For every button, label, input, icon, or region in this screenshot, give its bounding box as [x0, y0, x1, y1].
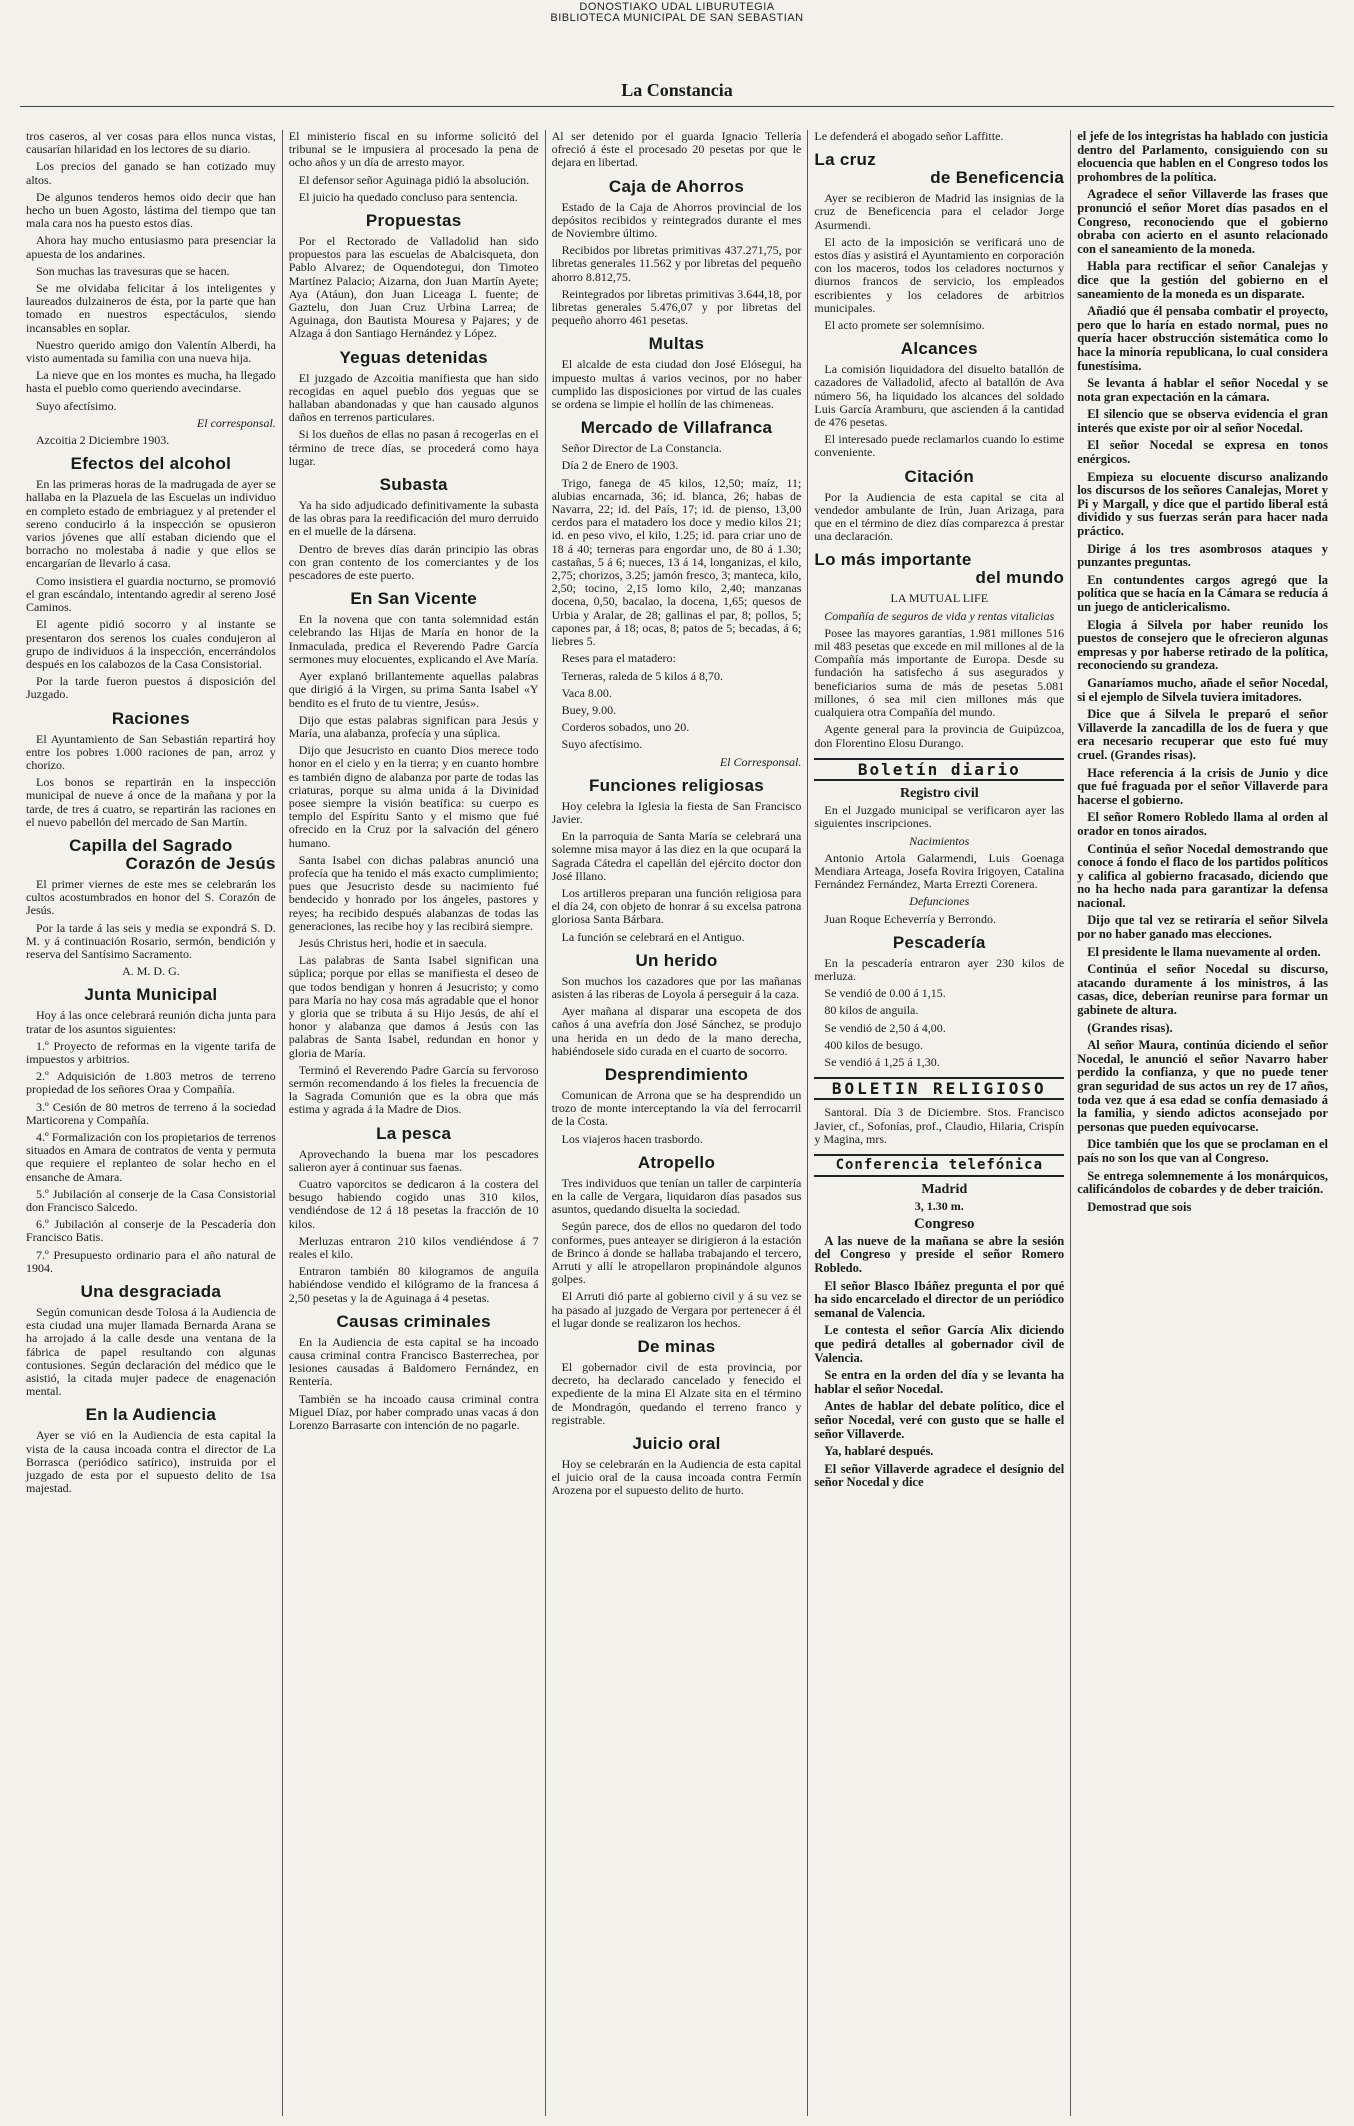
paragraph: Se entra en la orden del día y se levanta ha hablar el señor Nocedal.: [814, 1368, 1065, 1396]
section-heading: Efectos del alcohol: [70, 454, 232, 474]
paragraph: Se entrega solemnemente á los monárquicos, calificándolos de cobardes y de deber traición.: [1077, 1168, 1328, 1197]
paragraph: Según comunican desde Tolosa á la Audiencia de esta ciudad una mujer llamada Bernarda Arana se ha arrojado á la calle desde una ventana de la fábrica de papel resultando con algunas contusiones. Según declaración del médico que le asistió, la citada mujer padece de enagenación mental.: [26, 1305, 276, 1399]
ad-title: LA MUTUAL LIFE: [890, 591, 989, 606]
dateline: Azcoitia 2 Diciembre 1903.: [36, 433, 170, 448]
section-heading: En San Vicente: [350, 589, 478, 609]
paragraph: Los bonos se repartirán en la inspección municipal de nueve á once de la mañana y por la tarde, de tres á cuatro, se repartirán las raciones en el nuevo pabellón del mercado de San Martín.: [26, 775, 276, 829]
paragraph: La comisión liquidadora del disuelto batallón de cazadores de Valladolid, afecto al batallón de Ava número 56, ha liquidado los alcances del soldado Luis García Aramburu, que ascienden á la cantidad de 476 pesetas.: [814, 362, 1065, 430]
paragraph: Santa Isabel con dichas palabras anunció una profecía que ha tenido el más exacto cumplimiento; pues que Jesucristo desde su nacimiento fué bendecido y honrado por los ángeles, pastores y reyes; ha recibido después alabanzas de todas las generaciones, las recibe hoy y las recibirá siempre.: [288, 852, 539, 933]
paragraph: Nuestro querido amigo don Valentín Alberdi, ha visto aumentada su familia con una nueva hija.: [26, 337, 276, 366]
paragraph: el jefe de los integristas ha hablado con justicia dentro del Parlamento, consiguiendo con su elocuencia que hablen en el Congreso todos los prohombres de la política.: [1077, 130, 1328, 184]
paragraph: Por el Rectorado de Valladolid han sido propuestos para las escuelas de Abalcisqueta, don Pablo Alvarez; de Oquendotegui, don Timoteo Martínez Palacio; Aizarna, don Juan Martín Ayete; Aya (Atáun), don Juan Liceaga L fuente; de Gaztelu, don Juan Cruz Urbina Larrea; de Aguinaga, don Bautista Mouresa y Pajares; y de Alzaga á don Santiago Hernández y López.: [288, 234, 539, 341]
paragraph: Son muchos los cazadores que por las mañanas asisten á las riberas de Loyola á perseguir á la caza.: [551, 973, 802, 1001]
paragraph: Terminó el Reverendo Padre García su fervoroso sermón recomendando á los fieles la frecuencia de la Sagrada Comunión que es la obra que más estima y agrada á la Madre de Dios.: [288, 1062, 539, 1117]
paragraph: El ministerio fiscal en su informe solicitó del tribunal se le impusiera al procesado la pena de ocho años y un día de arresto mayor.: [288, 130, 539, 170]
paragraph: 80 kilos de anguila.: [824, 1003, 919, 1018]
section-heading: Una desgraciada: [80, 1282, 222, 1302]
paragraph: Las palabras de Santa Isabel significan una súplica; porque por ellas se manifiesta el deseo de que todos bendigan y honren á Jesucristo; y como para María no hay cosa más agradable que el honor y gloria que se tributa á su Hijo Jesús, de ahí el honor y alabanza que damos á Jesús con las palabras de Santa Isabel, redundan en honor y gloria de María.: [288, 953, 539, 1060]
section-heading: Un herido: [635, 950, 718, 970]
section-heading: Causas criminales: [336, 1311, 491, 1331]
paragraph: La función se celebrará en el Antiguo.: [561, 929, 745, 944]
section-heading: De minas: [637, 1337, 716, 1357]
paragraph: Si los dueños de ellas no pasan á recogerlas en el término de trece días, se procederá como haya lugar.: [288, 427, 539, 468]
paragraph: Los viajeros hacen trasbordo.: [561, 1131, 703, 1146]
paragraph: Ahora hay mucho entusiasmo para presenciar la apuesta de los andarines.: [26, 233, 276, 261]
section-heading: En la Audiencia: [85, 1405, 217, 1425]
paragraph: Reses para el matadero:: [561, 651, 676, 666]
boletin-religioso-banner: BOLETIN RELIGIOSO: [814, 1077, 1064, 1100]
paragraph: Ganaríamos mucho, añade el señor Nocedal, si el ejemplo de Silvela tuviera imitadores.: [1077, 675, 1328, 704]
paragraph: El juicio ha quedado concluso para sentencia.: [298, 189, 518, 204]
paragraph: Estado de la Caja de Ahorros provincial de los depósitos recibidos y reintegrados durante el mes de Noviembre último.: [551, 199, 802, 241]
paragraph: Suyo afectísimo.: [36, 398, 117, 413]
section-heading: Capilla del Sagrado: [69, 835, 233, 855]
section-heading: Pescadería: [892, 932, 986, 952]
paragraph: Agradece el señor Villaverde las frases que pronunció el señor Moret días pasados en el Congreso, reconociendo que el gobierno obraba con acierto en el asunto relacionado con el saneamiento de la moneda.: [1077, 187, 1328, 256]
subheading: Nacimientos: [909, 833, 970, 848]
paragraph: 400 kilos de besugo.: [824, 1037, 924, 1052]
paragraph: Tres individuos que tenían un taller de carpintería en la calle de Vergara, liquidaron días pasados sus asuntos, quedando disuelta la sociedad.: [551, 1175, 802, 1217]
section-heading: Corazón de Jesús: [125, 853, 276, 873]
paragraph: 2.º Adquisición de 1.803 metros de terreno propiedad de los señores Oraa y Compañía.: [26, 1069, 276, 1097]
paragraph: Cuatro vaporcitos se dedicaron á la costera del besugo habiendo cogido unas 310 kilos, vendiéndose de 12 á 18 pesetas la fracción de 10 kilos.: [288, 1177, 539, 1231]
section-heading: La cruz: [814, 150, 877, 170]
paragraph: Hace referencia á la crisis de Junio y dice que fué fraguada por el señor Villaverde para hacerse el gobierno.: [1077, 765, 1328, 807]
paragraph: El señor Nocedal se expresa en tonos enérgicos.: [1077, 438, 1328, 467]
subsection-heading: Registro civil: [899, 785, 979, 801]
paragraph: Se vendió de 2,50 á 4,00.: [824, 1020, 946, 1035]
section-heading: Subasta: [379, 475, 448, 495]
paragraph: Hoy celebra la Iglesia la fiesta de San Francisco Javier.: [551, 798, 802, 826]
paragraph: Comunican de Arrona que se ha desprendido un trozo de monte interceptando la vía del ferrocarril de la Costa.: [551, 1087, 802, 1129]
paragraph: De algunos tenderos hemos oido decir que han hecho un buen Agosto, lástima del tiempo que tan mala cara nos ha puesto estos días.: [26, 189, 276, 231]
newspaper-masthead: La Constancia: [621, 80, 733, 100]
paragraph: Se me olvidaba felicitar á los inteligentes y laureados dulzaineros de ésta, por la parte que han tomado en nuestros espectáculos, siendo incansables en soplar.: [26, 281, 276, 335]
subheading: Defunciones: [909, 894, 970, 909]
paragraph: Añadió que él pensaba combatir el proyecto, pero que lo haría en estado normal, pues no quería hacer obstrucción sistemática como lo hace la minoría republicana, lo cual considera funestísima.: [1077, 304, 1328, 373]
paragraph: En la pescadería entraron ayer 230 kilos de merluza.: [814, 955, 1065, 983]
paragraph: Vaca 8.00.: [561, 685, 612, 700]
column-2: [283, 130, 546, 2116]
boletin-diario-banner: Boletín diario: [814, 758, 1064, 781]
paragraph: 3.º Cesión de 80 metros de terreno á la sociedad Marticorena y Compañía.: [26, 1099, 276, 1127]
section-heading: Caja de Ahorros: [608, 176, 745, 196]
stamp-line-2: BIBLIOTECA MUNICIPAL DE SAN SEBASTIAN: [550, 12, 804, 24]
paragraph: Ayer explanó brillantemente aquellas palabras que dirigió á la Virgen, su prima Santa Isabel «Y bendito es el fruto de tu vientre, Jesús».: [288, 669, 539, 710]
section-heading: La pesca: [376, 1123, 452, 1143]
paragraph: Al señor Maura, continúa diciendo el señor Nocedal, le anunció el señor Navarro haber perdido la confianza, y que no puede tener gran seguridad de sus actos un rey de 17 años, toda vez que á esa edad se confía demasiado á la familia, y siendo adictos aconsejado por personas que pueden equivocarse.: [1077, 1038, 1328, 1134]
section-heading: Funciones religiosas: [588, 775, 765, 795]
paragraph: Ayer mañana al disparar una escopeta de dos caños á una avefría don José Sánchez, se produjo una herida en un dedo de la mano derecha, habiéndosele sido curada en el cuarto de socorro.: [551, 1004, 802, 1058]
paragraph: El interesado puede reclamarlos cuando lo estime conveniente.: [814, 432, 1065, 460]
paragraph: El señor Villaverde agradece el desígnio del señor Nocedal y dice: [814, 1461, 1065, 1490]
paragraph: Empieza su elocuente discurso analizando los discursos de los señores Canalejas, Moret y Pi y Margall, y dice que el partido liberal está dividido y sus fuerzas serán para hacer nada práctico.: [1077, 469, 1328, 539]
section-heading: Multas: [648, 334, 705, 354]
paragraph: Los artilleros preparan una función religiosa para el día 24, con objeto de honrar á su excelsa patrona gloriosa Santa Bárbara.: [551, 885, 802, 927]
paragraph: Juan Roque Echeverría y Berrondo.: [824, 911, 996, 926]
library-stamp: [0, 2, 1354, 24]
dateline-city: Madrid: [921, 1182, 968, 1198]
section-heading: Atropello: [637, 1152, 716, 1172]
paragraph: Terneras, raleda de 5 kilos á 8,70.: [561, 668, 724, 683]
paragraph: Se vendió de 0.00 á 1,15.: [824, 986, 946, 1001]
paragraph: Dijo que estas palabras significan para Jesús y María, una alabanza, profecía y una súplica.: [288, 712, 539, 740]
paragraph: El silencio que se observa evidencia el gran interés que existe por oir al señor Nocedal.: [1077, 407, 1328, 435]
paragraph: Son muchas las travesuras que se hacen.: [36, 263, 230, 278]
paragraph: Se levanta á hablar el señor Nocedal y se nota gran expectación en la cámara.: [1077, 376, 1328, 404]
section-heading: Raciones: [111, 708, 190, 728]
section-heading: Alcances: [900, 339, 978, 359]
paragraph: En la Audiencia de esta capital se ha incoado causa criminal contra Francisco Basterrechea, por lesiones causadas á Baldomero Fernández, en Rentería.: [288, 1334, 539, 1389]
paragraph: 1.º Proyecto de reformas en la vigente tarifa de impuestos y arbitrios.: [26, 1038, 276, 1066]
paragraph: Señor Director de La Constancia.: [561, 441, 722, 456]
paragraph: En las primeras horas de la madrugada de ayer se hallaba en la Plazuela de las Escuelas un individuo en completo estado de embriaguez y al pretender el sereno conducirlo á la inspección se opusieron varios jóvenes que allí estaban diciendo que el borracho no molestaba á nadie y que ellos se encargarían de llevarlo á casa.: [26, 477, 276, 571]
paragraph: Le contesta el señor García Alix diciendo que pedirá detalles al gobernador civil de Valencia.: [814, 1323, 1065, 1365]
paragraph: Habla para rectificar el señor Canalejas y dice que la gestión del gobierno en el saneamiento de la moneda es un disparate.: [1077, 259, 1328, 301]
section-heading: de Beneficencia: [930, 168, 1065, 188]
section-heading: Propuestas: [365, 211, 462, 231]
section-heading: Junta Municipal: [84, 985, 218, 1005]
paragraph: Como insistiera el guardia nocturno, se promovió el gran escándalo, intentando agredir al sereno José Caminos.: [26, 573, 276, 615]
paragraph: 4.º Formalización con los propietarios de terrenos situados en Amara de contratos de venta y permuta que requiere el replanteo de solar hecho en el ensanche de Amara.: [26, 1129, 276, 1184]
paragraph: Dice que á Silvela le preparó el señor Villaverde la zancadilla de los de fuera y que era necesario recuperar que esto fué muy cruel. (Grandes risas).: [1077, 707, 1328, 762]
paragraph: Dijo que tal vez se retiraría el señor Silvela por no haber ganado mas elecciones.: [1077, 913, 1328, 942]
paragraph: Recibidos por libretas primitivas 437.271,75, por libretas generales 11.562 y por libretas del pequeño ahorro 8.812,75.: [551, 243, 802, 284]
paragraph: El presidente le llama nuevamente al orden.: [1087, 944, 1321, 959]
dateline-time: 3, 1.30 m.: [914, 1199, 964, 1214]
paragraph: Agente general para la provincia de Guipúzcoa, don Florentino Elosu Durango.: [814, 722, 1065, 750]
page-columns: [20, 130, 1334, 2116]
section-heading: Citación: [904, 466, 975, 486]
signature: El corresponsal.: [196, 415, 276, 430]
column-3: [546, 130, 809, 2116]
section-heading: Mercado de Villafranca: [580, 418, 773, 438]
ad-subtitle: Compañía de seguros de vida y rentas vitalicias: [824, 608, 1055, 623]
paragraph: Antonio Artola Galarmendi, Luis Goenaga Mendiara Arteaga, Josefa Rovira Irigoyen, Catalina Fernández Fernández, Marta Errezti Corenera.: [814, 850, 1065, 892]
paragraph: En la novena que con tanta solemnidad están celebrando las Hijas de María en honor de la Inmaculada, predica el Reverendo Padre García sermones muy elocuentes, explicando el Ave María.: [288, 612, 539, 666]
paragraph: El defensor señor Aguinaga pidió la absolución.: [298, 172, 530, 187]
column-1: [20, 130, 283, 2116]
paragraph: La nieve que en los montes es mucha, ha llegado hasta el pueblo como queriendo avecindarse.: [26, 368, 276, 396]
conferencia-banner: Conferencia telefónica: [814, 1154, 1064, 1177]
subsection-heading: Congreso: [914, 1215, 975, 1232]
paragraph: En la parroquia de Santa María se celebrará una solemne misa mayor á las diez en la que ocupará la Sagrada Cátedra el capellán del ejército doctor don José Illano.: [551, 829, 802, 883]
paragraph: Suyo afectísimo.: [561, 737, 643, 752]
paragraph: Por la tarde á las seis y media se expondrá S. D. M. y á continuación Rosario, sermón, bendición y reserva del Santísimo Sacramento.: [26, 920, 276, 961]
paragraph: El señor Romero Robledo llama al orden al orador en tonos airados.: [1077, 810, 1328, 838]
paragraph: Dentro de breves días darán principio las obras con gran contento de los comerciantes y de los pescadores de este puerto.: [288, 541, 539, 583]
paragraph: Merluzas entraron 210 kilos vendiéndose á 7 reales el kilo.: [288, 1233, 539, 1262]
column-5: [1071, 130, 1334, 2116]
paragraph: Los precios del ganado se han cotizado muy altos.: [26, 159, 276, 187]
paragraph: Jesús Christus heri, hodie et in saecula.: [298, 935, 487, 950]
paragraph: Se vendió á 1,25 á 1,30.: [824, 1054, 940, 1069]
paragraph: Elogia á Silvela por haber reunido los puestos de consejero que le ofrecieron algunas empresas y por haberse retirado de la política, reconociendo su grandeza.: [1077, 617, 1328, 673]
paragraph: Continúa el señor Nocedal su discurso, atacando duramente á los ministros, á las casas, dice, deberían reunirse para formar un gabinete de altura.: [1077, 962, 1328, 1018]
paragraph: Hoy á las once celebrará reunión dicha junta para tratar de los asuntos siguientes:: [26, 1008, 276, 1036]
masthead-rule: [20, 106, 1334, 107]
paragraph: El juzgado de Azcoitia manifiesta que han sido recogidas en aquel pueblo dos yeguas que se hallaban abandonadas y que han causado algunos daños en terrenos particulares.: [288, 370, 539, 425]
section-heading: Yeguas detenidas: [339, 347, 488, 367]
paragraph: Hoy se celebrarán en la Audiencia de esta capital el juicio oral de la causa incoada contra Fermín Arozena por el supuesto delito de hurto.: [551, 1457, 802, 1498]
section-heading: del mundo: [975, 568, 1065, 588]
paragraph: Según parece, dos de ellos no quedaron del todo conformes, pues anteayer se dirigieron á la estación de Brinco á donde se hallaba trabajando el tercero, Arruti y allí le atropellaron propinándole algunos golpes.: [551, 1219, 802, 1287]
paragraph: Dice también que los que se proclaman en el país no son los que van al Congreso.: [1077, 1137, 1328, 1165]
paragraph: El Arruti dió parte al gobierno civil y á su vez se ha pasado al juzgado de Vergara por pertenecer á él el lugar donde se realizaron los hechos.: [551, 1289, 802, 1330]
paragraph: Dijo que Jesucristo en cuanto Dios merece todo honor en el cielo y en la tierra; y en cuanto hombre es también digno de alabanza por parte de todas las criaturas, porque su alma unida á la Divinidad posee siempre la visión beatífica: su cuerpo es templo del Espíritu Santo y el mismo que fué ofrecido en la Cruz por la salvación del género humano.: [288, 743, 539, 850]
section-heading: Juicio oral: [632, 1434, 721, 1454]
section-heading: Lo más importante: [814, 550, 972, 570]
paragraph: (Grandes risas).: [1087, 1020, 1173, 1035]
paragraph: Santoral. Día 3 de Diciembre. Stos. Francisco Javier, cf., Sofonías, prof., Claudio, Hilaria, Crispín y Magina, mrs.: [814, 1105, 1065, 1146]
paragraph: Antes de hablar del debate político, dice el señor Nocedal, veré con gusto que se halle el señor Villaverde.: [814, 1399, 1065, 1441]
paragraph: Demostrad que sois: [1087, 1199, 1192, 1214]
paragraph: 5.º Jubilación al conserje de la Casa Consistorial don Francisco Salcedo.: [26, 1186, 276, 1214]
paragraph: Ya, hablaré después.: [824, 1444, 934, 1459]
paragraph: El alcalde de esta ciudad don José Elósegui, ha impuesto multas á varios vecinos, por no haber cumplido las disposiciones por virtud de las cuales se ordena se limpie el hollín de las chimeneas.: [551, 357, 802, 412]
paragraph: 7.º Presupuesto ordinario para el año natural de 1904.: [26, 1247, 276, 1275]
paragraph: En el Juzgado municipal se verificaron ayer las siguientes inscripciones.: [814, 803, 1065, 831]
paragraph: Entraron también 80 kilogramos de anguila habiéndose vendido el kilógramo de la francesa á 2,50 pesetas y la de Aguinaga á 4 pesetas.: [288, 1264, 539, 1305]
paragraph: Ayer se vió en la Audiencia de esta capital la vista de la causa incoada contra el director de La Borrasca (periódico satírico), instruida por el juzgado de esta por el supuesto delito de 1sa majestad.: [26, 1428, 276, 1496]
paragraph: El agente pidió socorro y al instante se presentaron dos serenos los cuales condujeron al grupo de individuos á la inspección, encerrándolos después en los calabozos de la Casa Consistorial.: [26, 617, 276, 671]
paragraph: También se ha incoado causa criminal contra Miguel Díaz, por haber comprado unas vacas á don Lorenzo Barrasarte con intención de no pagarle.: [288, 1391, 539, 1433]
paragraph: Ayer se recibieron de Madrid las insignias de la cruz de Beneficencia para el celador Jorge Asurmendi.: [814, 191, 1065, 232]
paragraph: Trigo, fanega de 45 kilos, 12,50; maíz, 11; alubias encarnada, 36; id. blanca, 26; habas de Navarra, 22; id. del País, 17; id. de pienso, 13,00 cerdos para el matadero los doce y medio kilos 21; id. en peso vivo, el kilo, 1.25; id. para criar uno de 18 á 40; terneras para engordar uno, de 80 á 1.30; castañas, 5 á 6; nueces, 13 á 14, longanizas, el kilo, 2,75; chorizos, 3.25; jamón fresco, 3; manteca, kilo, 2,50; tocino, 2,15 lomo kilo, 2,40; manzanas docena, 0,50, bacalao, la docena, 1,65; quesos de Urbia y Aralar, de 28; gallinas el par, 8; pollos, 5; capones par, á 18; ocas, 8; patos de 5; becadas, á 6; liebres 5.: [551, 475, 802, 649]
paragraph: Corderos sobados, uno 20.: [561, 720, 690, 735]
paragraph: Le defenderá el abogado señor Laffitte.: [814, 130, 1004, 143]
stamp-line-1: DONOSTIAKO UDAL LIBURUTEGIA: [579, 1, 775, 13]
paragraph: Por la Audiencia de esta capital se cita al vendedor ambulante de Irún, Juan Arizaga, para que en el término de diez días comparezca á prestar una declaración.: [814, 489, 1065, 544]
paragraph: Por la tarde fueron puestos á disposición del Juzgado.: [26, 674, 276, 702]
paragraph: Día 2 de Enero de 1903.: [561, 458, 679, 473]
paragraph: El acto promete ser solemnísimo.: [824, 318, 985, 333]
signature: El Corresponsal.: [719, 754, 802, 769]
telegram-block: [814, 1235, 1064, 1490]
paragraph: 6.º Jubilación al conserje de la Pescadería don Francisco Batis.: [26, 1217, 276, 1245]
paragraph: Dirige á los tres asombrosos ataques y punzantes preguntas.: [1077, 541, 1328, 570]
paragraph: Ya ha sido adjudicado definitivamente la subasta de las obras para la reedificación del muro derruido en el muelle de la dársena.: [288, 498, 539, 539]
amdg-line: A. M. D. G.: [122, 964, 180, 979]
paragraph: El acto de la imposición se verificará uno de estos días y asistirá el Ayuntamiento en corporación con los maceros, todos los celadores nocturnos y diurnos francos de servicio, los empleados escribientes y los celadores de arbitrios municipales.: [814, 234, 1065, 315]
paragraph: Al ser detenido por el guarda Ignacio Tellería ofreció á éste el procesado 20 pesetas por que le dejara en libertad.: [551, 130, 802, 170]
paragraph: Aprovechando la buena mar los pescadores salieron ayer á continuar sus faenas.: [288, 1146, 539, 1174]
paragraph: El Ayuntamiento de San Sebastián repartirá hoy entre los pobres 1.000 raciones de pan, arroz y chorizo.: [26, 731, 276, 772]
paragraph: Reintegrados por libretas primitivas 3.644,18, por libretas generales 5.476,07 y por libretas del pequeño ahorro 461 pesetas.: [551, 286, 802, 328]
paragraph: En contundentes cargos agregó que la política que se hacía en la Cámara se reducía á un juego de anticlericalismo.: [1077, 572, 1328, 614]
column-4: [808, 130, 1071, 2116]
paragraph: El primer viernes de este mes se celebrarán los cultos acostumbrados en honor del S. Corazón de Jesús.: [26, 876, 276, 918]
paragraph: El gobernador civil de esta provincia, por decreto, ha declarado cancelado y fenecido el expediente de la mina El Alzate sita en el término de Mondragón, quedando el terreno franco y registrable.: [551, 1360, 802, 1427]
paragraph: El señor Blasco Ibáñez pregunta el por qué ha sido encarcelado el director de un periódico semanal de Valencia.: [814, 1278, 1065, 1320]
paragraph: Continúa el señor Nocedal demostrando que conoce á fondo el flaco de los partidos políticos y califica al gobierno fracasado, diciendo que no ha hecho nada para garantizar la defensa nacional.: [1077, 841, 1328, 910]
paragraph: Posee las mayores garantías, 1.981 millones 516 mil 483 pesetas que excede en mil millones al de la Compañía más importante de Europa. Desde su fundación ha satisfecho á sus asegurados y beneficiarios suma de más de pesetas 5.081 millones, ó sea mil cien millones más que cualquiera otra Compañía del mundo.: [814, 625, 1065, 720]
paragraph: A las nueve de la mañana se abre la sesión del Congreso y preside el señor Romero Robledo.: [814, 1233, 1065, 1275]
section-heading: Desprendimiento: [604, 1064, 749, 1084]
paragraph: Buey, 9.00.: [561, 702, 617, 717]
paragraph: tros caseros, al ver cosas para ellos nunca vistas, causarían hilaridad en los lectores de su diario.: [26, 130, 276, 157]
